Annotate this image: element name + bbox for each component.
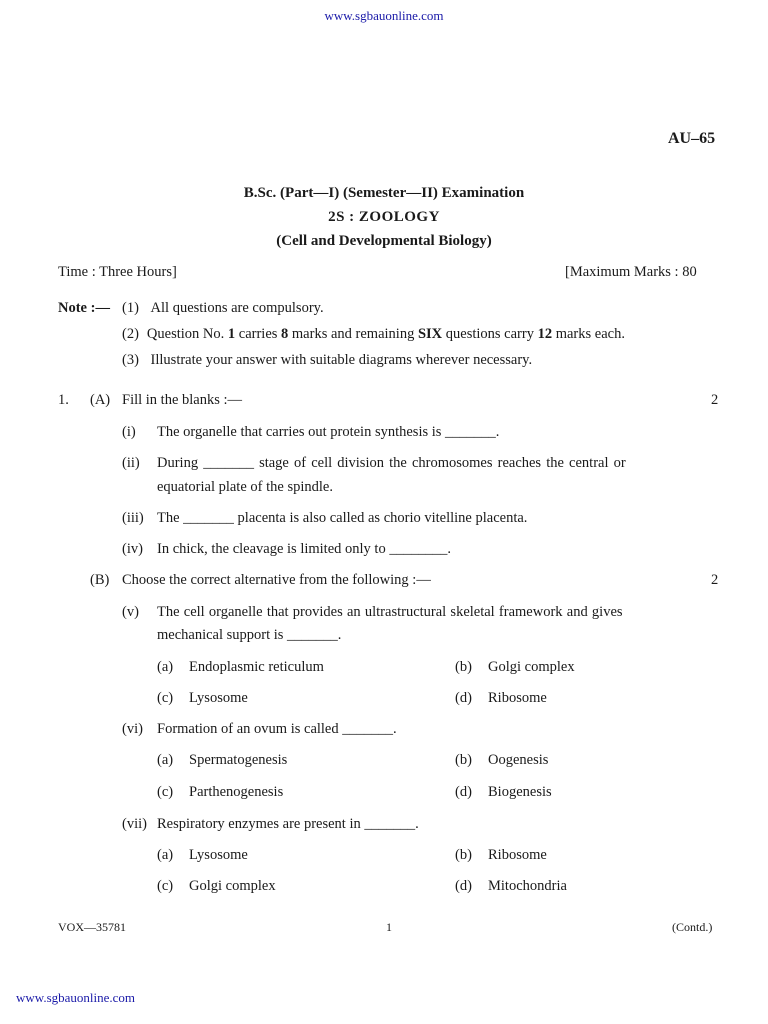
blank-item-text-cont: equatorial plate of the spindle.: [157, 479, 333, 495]
option-label: (c): [157, 878, 174, 894]
time-label: Time : Three Hours]: [58, 264, 177, 280]
part-a-marks: 2: [711, 392, 719, 408]
note-text-post: marks each.: [552, 326, 625, 342]
blank-item-num: (iii): [122, 510, 144, 526]
option-text: Golgi complex: [189, 878, 276, 894]
note-label: Note :—: [58, 300, 110, 316]
blank-item-num: (iv): [122, 541, 143, 557]
note-item-2: [122, 326, 625, 343]
mcq-num: (v): [122, 604, 139, 620]
contd-label: (Contd.): [672, 920, 713, 934]
mcq-num: (vi): [122, 721, 143, 737]
option-label: (d): [455, 690, 472, 706]
option-text: Mitochondria: [488, 878, 567, 894]
note-text: All questions are compulsory.: [150, 300, 324, 316]
question-number: 1.: [58, 392, 69, 408]
option-text: Lysosome: [189, 690, 248, 706]
part-b-label: (B): [90, 572, 110, 588]
note-item-3: [122, 352, 532, 369]
subtitle: (Cell and Developmental Biology): [276, 233, 492, 249]
footer-code: VOX—35781: [58, 920, 126, 934]
option-text: Oogenesis: [488, 752, 549, 768]
page-number: 1: [386, 920, 392, 934]
blank-item-text: In chick, the cleavage is limited only to ________.: [157, 541, 451, 557]
note-marks-8: 8: [281, 326, 289, 342]
exam-title: B.Sc. (Part—I) (Semester—II) Examination: [243, 185, 525, 201]
note-item-1: [122, 300, 324, 317]
max-marks-label: [Maximum Marks : 80: [565, 264, 697, 280]
option-text: Endoplasmic reticulum: [189, 659, 324, 675]
mcq-question: Respiratory enzymes are present in _______.: [157, 816, 419, 832]
blank-item-text: The organelle that carries out protein synthesis is _______.: [157, 424, 500, 440]
blank-item-text: The _______ placenta is also called as chorio vitelline placenta.: [157, 510, 528, 526]
part-a-title: Fill in the blanks :—: [122, 392, 243, 408]
option-label: (a): [157, 752, 174, 768]
footer-url[interactable]: www.sgbauonline.com: [16, 990, 136, 1005]
note-num: (3): [122, 352, 139, 368]
option-label: (b): [455, 752, 472, 768]
note-text-mid: questions carry: [442, 326, 538, 342]
blank-item-num: (i): [122, 424, 136, 440]
part-b-title: Choose the correct alternative from the following :—: [122, 572, 431, 588]
note-text-mid: carries: [235, 326, 282, 342]
option-label: (b): [455, 847, 472, 863]
note-marks-12: 12: [537, 326, 553, 342]
option-label: (d): [455, 784, 472, 800]
subject-title: 2S : ZOOLOGY: [328, 209, 440, 225]
option-text: Spermatogenesis: [189, 752, 288, 768]
option-text: Golgi complex: [488, 659, 575, 675]
note-num: (2): [122, 326, 139, 342]
option-label: (c): [157, 690, 174, 706]
option-label: (a): [157, 847, 174, 863]
option-label: (c): [157, 784, 174, 800]
header-url[interactable]: www.sgbauonline.com: [324, 8, 444, 23]
part-b-marks: 2: [711, 572, 719, 588]
note-six: SIX: [417, 326, 443, 342]
option-text: Parthenogenesis: [189, 784, 284, 800]
option-label: (b): [455, 659, 472, 675]
note-num: (1): [122, 300, 139, 316]
paper-code: AU–65: [668, 130, 716, 147]
mcq-question: Formation of an ovum is called _______.: [157, 721, 397, 737]
part-a-label: (A): [90, 392, 111, 408]
mcq-question-cont: mechanical support is _______.: [157, 627, 342, 643]
option-label: (a): [157, 659, 174, 675]
option-text: Lysosome: [189, 847, 248, 863]
mcq-question: The cell organelle that provides an ultrastructural skeletal framework and gives: [157, 604, 623, 620]
note-qnum: 1: [227, 326, 236, 342]
option-text: Ribosome: [488, 690, 547, 706]
note-text-mid: marks and remaining: [288, 326, 418, 342]
blank-item-text: During _______ stage of cell division the chromosomes reaches the central or: [157, 455, 626, 471]
mcq-num: (vii): [122, 816, 147, 832]
note-text-pre: Question No.: [146, 326, 228, 342]
note-text: Illustrate your answer with suitable diagrams wherever necessary.: [150, 352, 533, 368]
option-text: Biogenesis: [488, 784, 552, 800]
option-label: (d): [455, 878, 472, 894]
blank-item-num: (ii): [122, 455, 140, 471]
option-text: Ribosome: [488, 847, 547, 863]
